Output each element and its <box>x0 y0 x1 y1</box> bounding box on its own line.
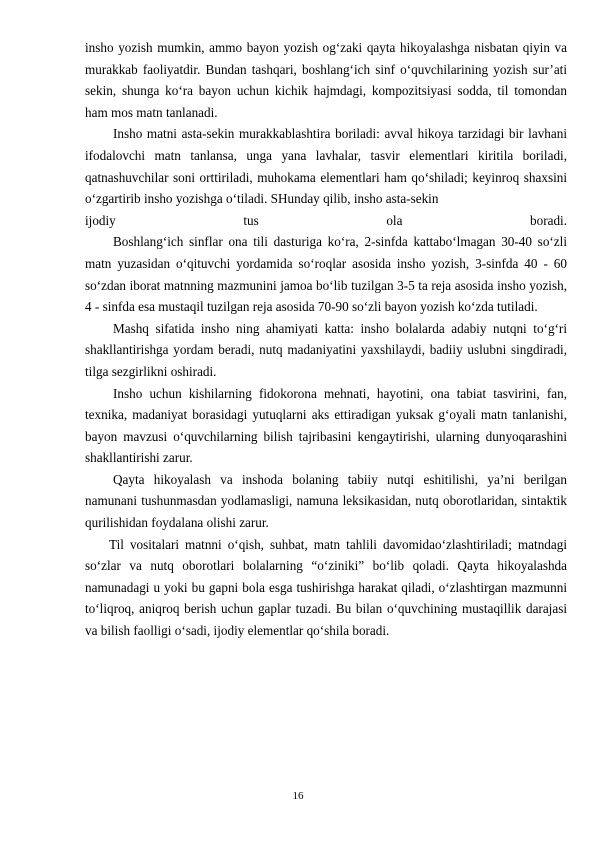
paragraph-natural-speech: Qayta hikoyalash va inshoda bolaning tabiiy nutqi eshitilishi, ya’ni berilgan namunani tushunmasdan yodlamasligi, namuna leksikasidan, nutq oborotlaridan, sintaktik qurilishidan foydalana olishi zarur. <box>85 471 567 531</box>
paragraph-complexity: Insho matni asta-sekin murakkablashtira boriladi: avval hikoya tarzidagi bir lavhani ifodalovchi matn tanlansa, unga yana lavhalar, tasvir elementlari kiritila boriladi, qatnashuvchilar soni orttiriladi, muhokama elementlari ham qo‘shiladi; keyinroq shaxsini o‘zgartirib insho yozishga o‘tiladi. SHunday qilib, insho asta-sekin <box>85 126 567 207</box>
paragraph-text-selection: Insho uchun kishilarning fidokorona mehnati, hayotini, ona tabiat tasvirini, fan, texnika, madaniyat borasidagi yutuqlarni aks ettiradigan yuksak g‘oyali matn tanlanishi, bayon mavzusi o‘quvchilarning bilish tajribasini kengaytirishi, ularning dunyoqarashini shakllantirishi zarur. <box>85 385 567 466</box>
paragraph-complexity-end: ijodiy tus ola boradi. <box>85 212 567 228</box>
paragraph-intro-continuation: insho yozish mumkin, ammo bayon yozish og‘zaki qayta hikoyalashga nisbatan qiyin va murakkab faoliyatdir. Bundan tashqari, boshlang‘ich sinf o‘quvchilarining yozish sur’ati sekin, shunga ko‘ra bayon uchun kichik hajmdagi, kompozitsiyasi sodda, til tomondan ham mos matn tanlanadi. <box>85 40 567 120</box>
page-number: 16 <box>292 790 304 802</box>
page-body <box>85 37 567 642</box>
paragraph-importance: Mashq sifatida insho ning ahamiyati katta: insho bolalarda adabiy nutqni to‘g‘ri shakllantirishga yordam beradi, nutq madaniyatini yaxshilaydi, badiiy uslubni singdiradi, tilga sezgirlikni oshiradi. <box>85 320 567 379</box>
paragraph-curriculum: Boshlang‘ich sinflar ona tili dasturiga ko‘ra, 2-sinfda kattabo‘lmagan 30-40 so‘zli matn yuzasidan o‘qituvchi yordamida so‘roqlar asosida insho yozish, 3-sinfda 40 - 60 so‘zdan iborat matnning mazmunini jamoa bo‘lib tuzilgan 3-5 ta reja asosida insho yozish, 4 - sinfda esa mustaqil tuzilgan reja asosida 70-90 so‘zli bayon yozish ko‘zda tutiladi. <box>85 234 567 315</box>
paragraph-language-tools: Til vositalari matnni o‘qish, suhbat, matn tahlili davomidao‘zlashtiriladi; matndagi so‘zlar va nutq oborotlari bolalarning “o‘ziniki” bo‘lib qoladi. Qayta hikoyalashda namunadagi u yoki bu gapni bola esga tushirishga harakat qiladi, o‘zlashtirgan mazmunni to‘liqroq, aniqroq berish uchun gaplar tuzadi. Bu bilan o‘quvchining mustaqillik darajasi va bilish faolligi o‘sadi, ijodiy elementlar qo‘shila boradi. <box>85 536 567 639</box>
